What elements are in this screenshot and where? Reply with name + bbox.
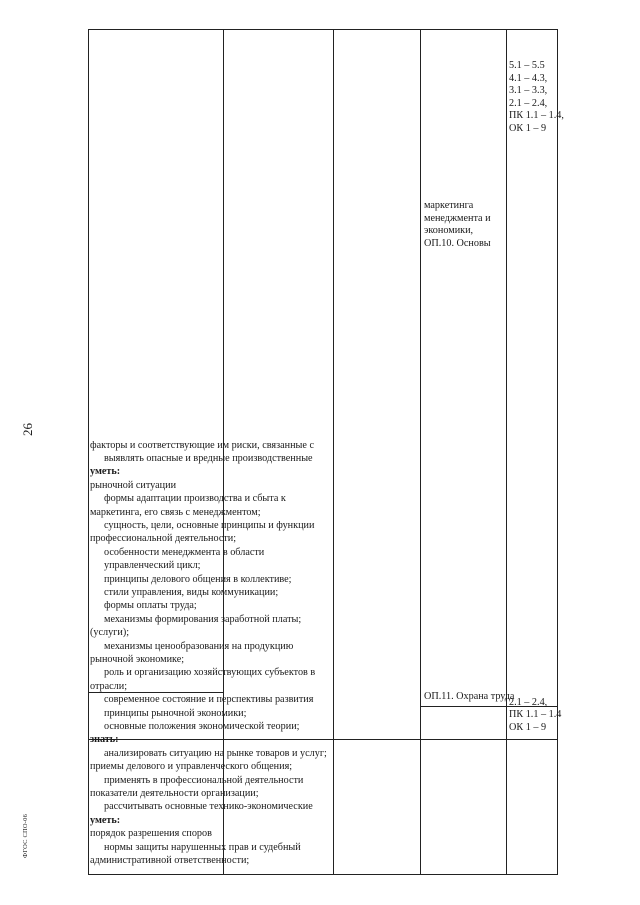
text-line: механизмы ценообразования на продукцию: [104, 640, 294, 652]
table-border-right: [88, 29, 558, 30]
text-line: факторы и соответствующие им риски, связанные с: [90, 439, 314, 451]
text-line: уметь:: [90, 466, 121, 478]
text-line: рассчитывать основные технико-экономические: [104, 801, 313, 813]
text-line: маркетинга, его связь с менеджментом;: [90, 506, 261, 518]
text-line: ПК 1.1 – 1.4: [509, 709, 562, 721]
text-line: 5.1 – 5.5: [509, 60, 545, 72]
text-line: профессиональной деятельности;: [90, 533, 237, 545]
text-line: административной ответственности;: [90, 855, 250, 866]
text-line: 3.1 – 3.3,: [509, 85, 548, 97]
text-line: знать:: [90, 734, 119, 746]
text-line: ОК 1 – 9: [509, 722, 547, 733]
text-line: сущность, цели, основные принципы и функции: [104, 520, 315, 531]
text-line: формы адаптации производства и сбыта к: [104, 493, 286, 505]
text-line: принципы делового общения в коллективе;: [104, 573, 292, 585]
text-line: принципы рыночной экономики;: [104, 707, 247, 719]
text-line: ОП.10. Основы: [424, 238, 491, 249]
table-border-left: [88, 874, 558, 875]
text-line: 2.1 – 2.4,: [509, 697, 548, 708]
column-divider: [88, 739, 558, 740]
text-line: отрасли;: [90, 680, 128, 692]
column-divider: [506, 30, 507, 875]
page-number: 26: [20, 423, 35, 436]
text-line: стили управления, виды коммуникации;: [104, 587, 279, 598]
text-line: маркетинга: [424, 200, 474, 212]
text-line: экономики,: [424, 225, 474, 237]
text-line: порядок разрешения споров: [90, 828, 212, 840]
text-line: показатели деятельности организации;: [90, 788, 259, 799]
text-line: ПК 1.1 – 1.4,: [509, 110, 564, 122]
text-line: формы оплаты труда;: [104, 600, 197, 612]
text-line: 2.1 – 2.4,: [509, 98, 548, 109]
text-line: особенности менеджмента в области: [104, 546, 265, 558]
column-divider: [333, 30, 334, 875]
text-line: приемы делового и управленческого общения;: [90, 761, 293, 773]
text-line: основные положения экономической теории;: [104, 721, 300, 732]
text-line: нормы защиты нарушенных прав и судебный: [104, 841, 301, 853]
text-line: уметь:: [90, 814, 121, 826]
text-line: современное состояние и перспективы развития: [104, 694, 314, 706]
text-line: механизмы формирования заработной платы;: [104, 613, 302, 625]
text-line: ОП.11. Охрана труда: [424, 691, 515, 702]
text-line: (услуги);: [90, 627, 130, 639]
text-line: анализировать ситуацию на рынке товаров и услуг;: [104, 747, 327, 759]
table-border-top: [88, 30, 89, 875]
text-line: роль и организацию хозяйствующих субъектов в: [104, 667, 316, 679]
text-line: рыночной ситуации: [90, 479, 177, 491]
text-line: рыночной экономике;: [90, 654, 185, 665]
column-divider: [420, 30, 421, 875]
footer-code: ФГОС СПО-06: [22, 813, 29, 858]
text-line: ОК 1 – 9: [509, 123, 547, 134]
text-line: управленческий цикл;: [104, 560, 201, 572]
text-line: применять в профессиональной деятельности: [104, 774, 304, 786]
table-border-bottom: [557, 30, 558, 875]
rotated-table: [88, 30, 564, 875]
text-line: менеджмента и: [424, 213, 491, 224]
text-line: 4.1 – 4.3,: [509, 73, 548, 84]
text-line: выявлять опасные и вредные производственные: [104, 453, 313, 464]
